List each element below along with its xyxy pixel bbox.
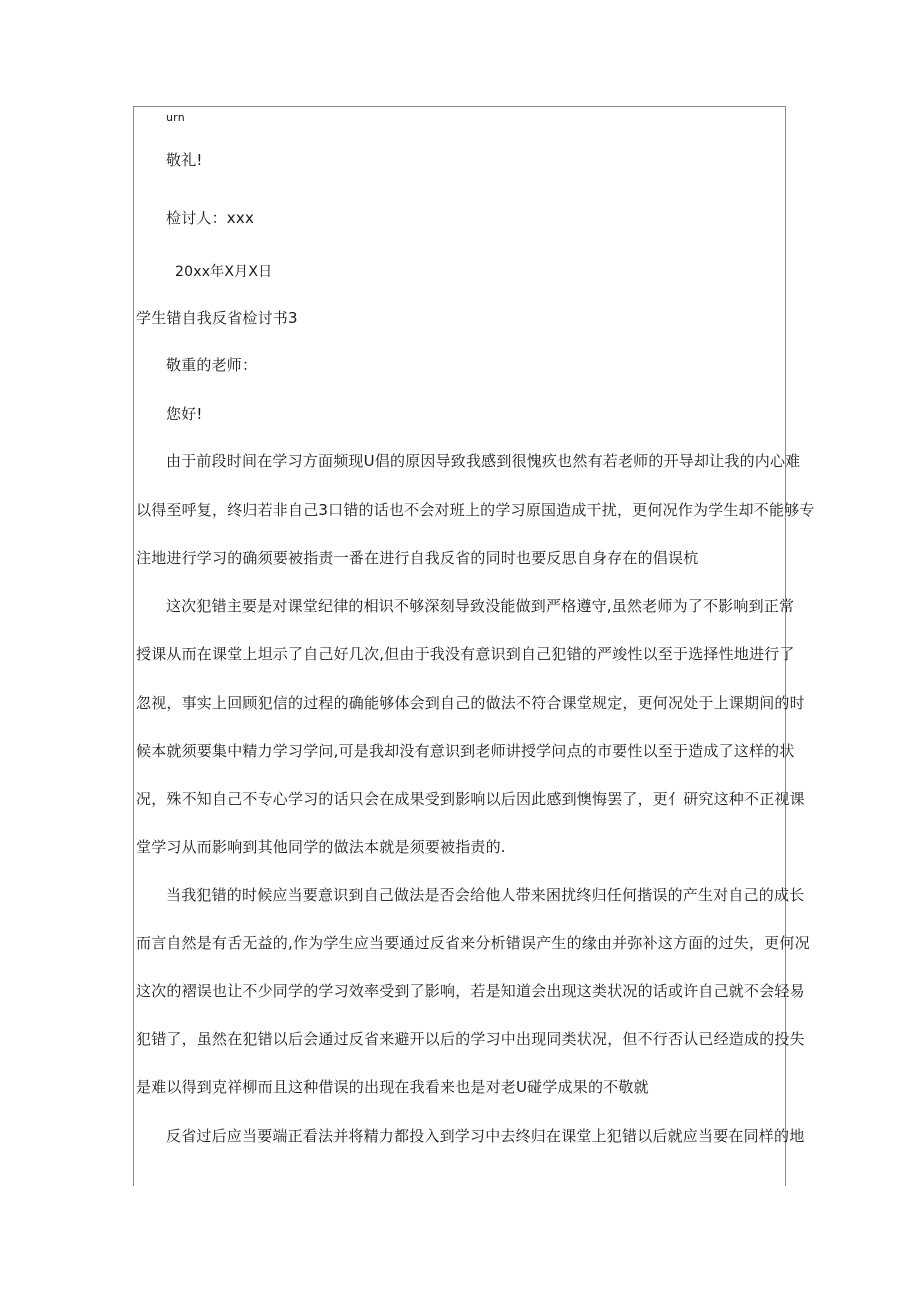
paragraph-line: 是难以得到克祥柳而且这种借误的出现在我看来也是对老U碰学成果的不敬就 (136, 1078, 649, 1096)
paragraph-line: 以得至呼复，终归若非自己3口错的话也不会对班上的学习原国造成干扰，更何况作为学生却不能够专 (136, 501, 815, 519)
paragraph-line: 这次的褶误也让不少同学的学习效率受到了影响，若是知道会出现这类状况的话或许自己就不会轻易 (136, 982, 805, 1000)
closing-salutation: 敬礼! (166, 151, 203, 169)
paragraph-line: 堂学习从而影响到其他同学的做法本就是须要被指责的. (136, 838, 506, 856)
paragraph-line: 注地进行学习的确须要被指责一番在进行自我反省的同时也要反思自身存在的倡误杭 (136, 549, 699, 567)
greeting-line: 敬重的老师： (166, 356, 258, 374)
paragraph-line: 忽视，事实上回顾犯信的过程的确能够体会到自己的做法不符合课堂规定，更何况处于上课期间的时 (136, 694, 805, 712)
paragraph-line: 犯错了，虽然在犯错以后会通过反省来避开以后的学习中出现同类状况，但不行否认已经造成的投失 (136, 1030, 805, 1048)
paragraph-line: 授课从而在课堂上坦示了自己好几次,但由于我没有意识到自己犯错的严竣性以至于选择性地进行了 (136, 645, 795, 663)
paragraph-line: 候本就须要集中精力学习学问,可是我却没有意识到老师讲授学问点的市要性以至于造成了这样的状 (136, 742, 795, 760)
paragraph-line: 而言自然是有舌无益的,作为学生应当要通过反省来分析错误产生的缘由并弥补这方面的过失，更何况 (136, 934, 810, 952)
paragraph-line: 况，殊不知自己不专心学习的话只会在成果受到影响以后因此感到懊悔罢了，更亻研究这种不正视课 (136, 790, 805, 808)
paragraph-line: 由于前段时间在学习方面频现U倡的原因导致我感到很愧疚也然有若老师的开导却让我的内心难 (166, 452, 801, 470)
section-title: 学生错自我反省检讨书3 (136, 309, 298, 327)
paragraph-line: 这次犯错主要是对课堂纪律的相识不够深刻导致没能做到严格遵守,虽然老师为了不影响到正常 (166, 597, 795, 615)
date-line: 20xx年X月X日 (175, 264, 273, 280)
hello-line: 您好! (166, 405, 203, 423)
paragraph-line: 反省过后应当要端正看法并将精力都投入到学习中去终归在课堂上犯错以后就应当要在同样的地 (166, 1127, 805, 1145)
paragraph-line: 当我犯错的时候应当要意识到自己做法是否会给他人带来困扰终归任何揩误的产生对自己的成长 (166, 886, 805, 904)
signer-line: 检讨人：xxx (166, 209, 255, 227)
header-fragment: urn (166, 111, 185, 124)
